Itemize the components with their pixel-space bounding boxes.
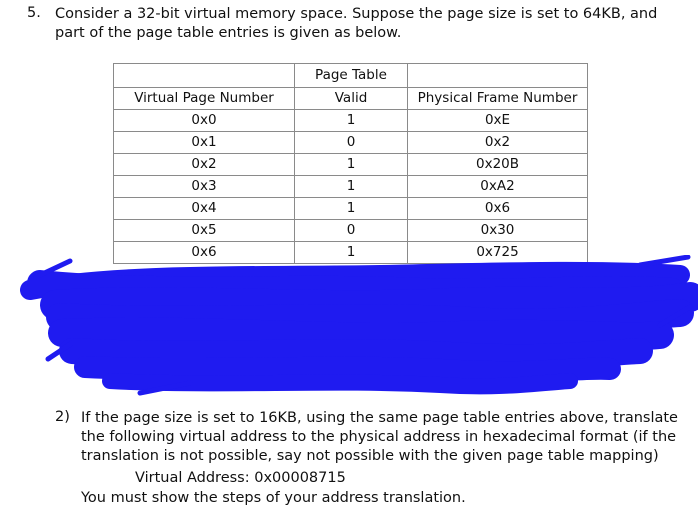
table-cell: 0x20B <box>408 154 588 176</box>
table-row <box>114 198 588 220</box>
table-cell: 1 <box>295 242 408 264</box>
scribble-strokes <box>30 257 690 393</box>
part2-number: 2) <box>55 409 70 425</box>
part2-text: If the page size is set to 16KB, using the same page table entries above, translate the following virtual address to the physical address in hexadecimal format (if the translation is not possible, say not possible with the given page table mapping) <box>81 410 678 464</box>
table-cell: 0x725 <box>408 242 588 264</box>
column-header: Physical Frame Number <box>408 88 588 110</box>
table-cell: 1 <box>295 154 408 176</box>
column-header: Valid <box>295 88 408 110</box>
table-header-row <box>114 88 588 110</box>
table-row <box>114 154 588 176</box>
steps-note: You must show the steps of your address translation. <box>81 490 466 506</box>
table-cell: 0x2 <box>408 132 588 154</box>
table-cell: 1 <box>295 110 408 132</box>
column-header: Virtual Page Number <box>114 88 295 110</box>
table-cell: 0 <box>295 132 408 154</box>
table-row <box>114 176 588 198</box>
table-cell: 0x2 <box>114 154 295 176</box>
table-row <box>114 220 588 242</box>
table-cell: 0x6 <box>408 198 588 220</box>
table-cell: 0xE <box>408 110 588 132</box>
header-top-cell <box>114 64 295 88</box>
question-number: 5. <box>27 5 41 21</box>
table-cell: 0x3 <box>114 176 295 198</box>
table-cell: 0x4 <box>114 198 295 220</box>
header-top-cell <box>408 64 588 88</box>
table-cell: 0x30 <box>408 220 588 242</box>
table-cell: 0x1 <box>114 132 295 154</box>
table-cell: 1 <box>295 198 408 220</box>
table-cell: 0x6 <box>114 242 295 264</box>
table-cell: 0x0 <box>114 110 295 132</box>
table-header-row-top <box>114 64 588 88</box>
table-row <box>114 132 588 154</box>
table-row <box>114 110 588 132</box>
question-text: Consider a 32-bit virtual memory space. Suppose the page size is set to 64KB, and part of the page table entries is given as below. <box>55 6 658 41</box>
virtual-address: Virtual Address: 0x00008715 <box>135 470 346 486</box>
redaction-scribble <box>0 255 698 400</box>
table-cell: 0 <box>295 220 408 242</box>
page-table <box>113 63 588 264</box>
header-top-cell: Page Table <box>295 64 408 88</box>
table-cell: 0x5 <box>114 220 295 242</box>
table-cell: 1 <box>295 176 408 198</box>
table-cell: 0xA2 <box>408 176 588 198</box>
